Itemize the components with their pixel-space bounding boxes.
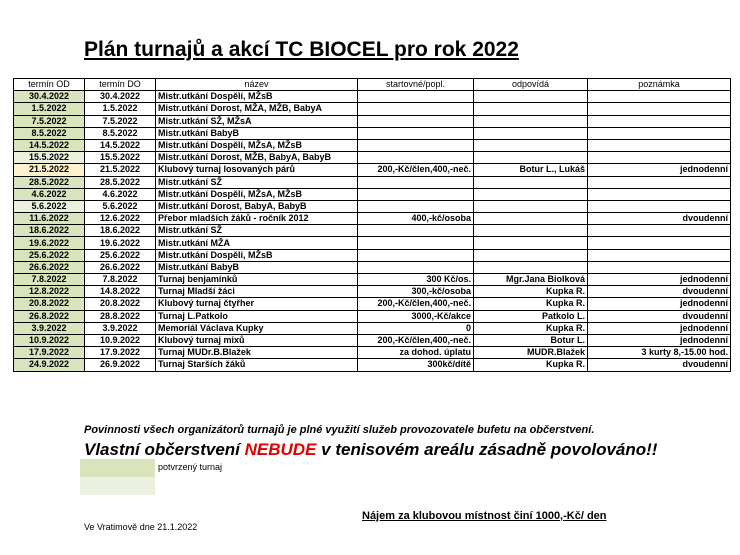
cell-termin-do: 12.6.2022 xyxy=(85,213,156,225)
cell-poznamka xyxy=(588,225,731,237)
cell-termin-do: 15.5.2022 xyxy=(85,152,156,164)
cell-odpovida: Kupka R. xyxy=(474,359,588,371)
cell-termin-do: 25.6.2022 xyxy=(85,249,156,261)
cell-poznamka xyxy=(588,91,731,103)
cell-termin-od: 7.8.2022 xyxy=(14,274,85,286)
cell-termin-od: 18.6.2022 xyxy=(14,225,85,237)
cell-termin-do: 19.6.2022 xyxy=(85,237,156,249)
cell-termin-od: 24.9.2022 xyxy=(14,359,85,371)
table-row xyxy=(14,334,731,346)
cell-termin-od: 7.5.2022 xyxy=(14,115,85,127)
cell-odpovida xyxy=(474,91,588,103)
cell-nazev: Turnaj benjamínků xyxy=(156,274,358,286)
legend-swatch-pale xyxy=(80,477,155,495)
cell-nazev: Mistr.utkání SŽ xyxy=(156,176,358,188)
cell-odpovida xyxy=(474,176,588,188)
cell-startovne xyxy=(358,115,474,127)
cell-termin-do: 28.8.2022 xyxy=(85,310,156,322)
table-row xyxy=(14,237,731,249)
legend-swatch-confirmed xyxy=(80,459,155,477)
cell-nazev: Turnaj MUDr.B.Blažek xyxy=(156,347,358,359)
cell-termin-do: 7.5.2022 xyxy=(85,115,156,127)
cell-termin-od: 28.5.2022 xyxy=(14,176,85,188)
cell-odpovida: Kupka R. xyxy=(474,286,588,298)
cell-nazev: Turnaj Mladší žáci xyxy=(156,286,358,298)
table-row xyxy=(14,164,731,176)
table-row xyxy=(14,188,731,200)
cell-termin-do: 20.8.2022 xyxy=(85,298,156,310)
cell-odpovida: Mgr.Jana Biolková xyxy=(474,274,588,286)
table-row xyxy=(14,91,731,103)
cell-poznamka: 3 kurty 8,-15.00 hod. xyxy=(588,347,731,359)
cell-nazev: Mistr.utkání Dorost, MŽB, BabyA, BabyB xyxy=(156,152,358,164)
cell-nazev: Mistr.utkání BabyB xyxy=(156,127,358,139)
cell-odpovida xyxy=(474,249,588,261)
cell-startovne xyxy=(358,225,474,237)
cell-termin-od: 1.5.2022 xyxy=(14,103,85,115)
table-row xyxy=(14,139,731,151)
cell-poznamka: dvoudenní xyxy=(588,310,731,322)
cell-nazev: Klubový turnaj čtyřher xyxy=(156,298,358,310)
table-row xyxy=(14,359,731,371)
cell-odpovida xyxy=(474,261,588,273)
rent-note: Nájem za klubovou místnost činí 1000,-Kč/ den xyxy=(362,510,607,522)
cell-termin-do: 8.5.2022 xyxy=(85,127,156,139)
col-header-termin-do: termín DO xyxy=(85,79,156,91)
cell-termin-od: 10.9.2022 xyxy=(14,334,85,346)
cell-nazev: Mistr.utkání Dospělí, MŽsB xyxy=(156,91,358,103)
cell-poznamka: jednodenní xyxy=(588,322,731,334)
cell-nazev: Mistr.utkání SŽ xyxy=(156,225,358,237)
cell-odpovida xyxy=(474,237,588,249)
cell-termin-od: 12.8.2022 xyxy=(14,286,85,298)
cell-startovne: 300,-kč/osoba xyxy=(358,286,474,298)
table-row xyxy=(14,347,731,359)
col-header-odpovida: odpovídá xyxy=(474,79,588,91)
cell-startovne xyxy=(358,127,474,139)
cell-termin-do: 10.9.2022 xyxy=(85,334,156,346)
table-body xyxy=(14,91,731,371)
cell-termin-od: 26.6.2022 xyxy=(14,261,85,273)
cell-odpovida xyxy=(474,103,588,115)
cell-nazev: Klubový turnaj mixů xyxy=(156,334,358,346)
cell-nazev: Turnaj Starších žáků xyxy=(156,359,358,371)
cell-poznamka xyxy=(588,261,731,273)
cell-startovne: 0 xyxy=(358,322,474,334)
cell-odpovida: Botur L., Lukáš xyxy=(474,164,588,176)
cell-termin-do: 1.5.2022 xyxy=(85,103,156,115)
table-row xyxy=(14,115,731,127)
cell-startovne xyxy=(358,103,474,115)
cell-odpovida xyxy=(474,115,588,127)
cell-poznamka xyxy=(588,200,731,212)
cell-termin-od: 26.8.2022 xyxy=(14,310,85,322)
cell-poznamka: dvoudenní xyxy=(588,359,731,371)
col-header-nazev: název xyxy=(156,79,358,91)
cell-startovne: 400,-kč/osoba xyxy=(358,213,474,225)
cell-startovne: za dohod. úplatu xyxy=(358,347,474,359)
cell-nazev: Mistr.utkání Dorost, MŽA, MŽB, BabyA xyxy=(156,103,358,115)
cell-termin-od: 17.9.2022 xyxy=(14,347,85,359)
cell-poznamka xyxy=(588,127,731,139)
cell-odpovida: Botur L. xyxy=(474,334,588,346)
cell-termin-od: 21.5.2022 xyxy=(14,164,85,176)
cell-poznamka xyxy=(588,115,731,127)
cell-odpovida xyxy=(474,200,588,212)
cell-termin-do: 28.5.2022 xyxy=(85,176,156,188)
table-row xyxy=(14,322,731,334)
cell-odpovida xyxy=(474,225,588,237)
schedule-table xyxy=(13,78,731,372)
table-row xyxy=(14,103,731,115)
cell-odpovida xyxy=(474,188,588,200)
refreshment-warning xyxy=(84,440,657,460)
cell-termin-od: 19.6.2022 xyxy=(14,237,85,249)
cell-termin-od: 5.6.2022 xyxy=(14,200,85,212)
cell-nazev: Mistr.utkání Dorost, BabyA, BabyB xyxy=(156,200,358,212)
cell-termin-do: 7.8.2022 xyxy=(85,274,156,286)
cell-poznamka: jednodenní xyxy=(588,164,731,176)
cell-termin-od: 25.6.2022 xyxy=(14,249,85,261)
cell-poznamka xyxy=(588,176,731,188)
cell-poznamka xyxy=(588,249,731,261)
cell-termin-od: 3.9.2022 xyxy=(14,322,85,334)
table-row xyxy=(14,152,731,164)
cell-poznamka xyxy=(588,152,731,164)
table-row xyxy=(14,261,731,273)
cell-poznamka xyxy=(588,103,731,115)
cell-startovne xyxy=(358,152,474,164)
cell-startovne xyxy=(358,249,474,261)
cell-termin-do: 14.8.2022 xyxy=(85,286,156,298)
col-header-poznamka: poznámka xyxy=(588,79,731,91)
cell-startovne xyxy=(358,261,474,273)
cell-nazev: Mistr.utkání BabyB xyxy=(156,261,358,273)
cell-termin-do: 30.4.2022 xyxy=(85,91,156,103)
cell-poznamka xyxy=(588,188,731,200)
cell-termin-do: 5.6.2022 xyxy=(85,200,156,212)
cell-nazev: Přebor mladších žáků - ročník 2012 xyxy=(156,213,358,225)
cell-termin-od: 8.5.2022 xyxy=(14,127,85,139)
cell-startovne: 200,-Kč/člen,400,-neč. xyxy=(358,164,474,176)
cell-odpovida: Patkolo L. xyxy=(474,310,588,322)
buffet-note: Povinnosti všech organizátorů turnajů je plné využití služeb provozovatele bufetu na občerstvení. xyxy=(84,424,595,436)
warning-text-b: v tenisovém areálu zásadně povolováno!! xyxy=(316,440,658,459)
cell-startovne xyxy=(358,200,474,212)
cell-nazev: Memoriál Václava Kupky xyxy=(156,322,358,334)
col-header-startovne: startovné/popl. xyxy=(358,79,474,91)
cell-startovne xyxy=(358,237,474,249)
cell-nazev: Mistr.utkání MŽA xyxy=(156,237,358,249)
cell-nazev: Turnaj L.Patkolo xyxy=(156,310,358,322)
cell-poznamka: dvoudenní xyxy=(588,213,731,225)
cell-odpovida xyxy=(474,213,588,225)
page-title: Plán turnajů a akcí TC BIOCEL pro rok 2022 xyxy=(84,38,519,61)
table-row xyxy=(14,274,731,286)
warning-text-red: NEBUDE xyxy=(244,440,317,459)
cell-odpovida: MUDR.Blažek xyxy=(474,347,588,359)
cell-termin-do: 26.9.2022 xyxy=(85,359,156,371)
cell-odpovida: Kupka R. xyxy=(474,298,588,310)
cell-termin-do: 3.9.2022 xyxy=(85,322,156,334)
table-row xyxy=(14,249,731,261)
cell-poznamka xyxy=(588,139,731,151)
cell-startovne: 200,-Kč/člen,400,-neč. xyxy=(358,298,474,310)
cell-poznamka: jednodenní xyxy=(588,334,731,346)
table-row xyxy=(14,298,731,310)
place-date: Ve Vratimově dne 21.1.2022 xyxy=(84,522,198,532)
table-header-row xyxy=(14,79,731,91)
table-row xyxy=(14,176,731,188)
warning-text-a: Vlastní občerstvení xyxy=(84,440,245,459)
cell-termin-od: 11.6.2022 xyxy=(14,213,85,225)
cell-nazev: Mistr.utkání Dospělí, MŽsA, MŽsB xyxy=(156,139,358,151)
cell-startovne: 300kč/dítě xyxy=(358,359,474,371)
cell-startovne: 300 Kč/os. xyxy=(358,274,474,286)
cell-odpovida xyxy=(474,152,588,164)
table-row xyxy=(14,200,731,212)
cell-termin-od: 14.5.2022 xyxy=(14,139,85,151)
cell-termin-do: 18.6.2022 xyxy=(85,225,156,237)
cell-startovne xyxy=(358,139,474,151)
cell-odpovida xyxy=(474,127,588,139)
cell-termin-do: 14.5.2022 xyxy=(85,139,156,151)
cell-termin-do: 21.5.2022 xyxy=(85,164,156,176)
cell-termin-do: 17.9.2022 xyxy=(85,347,156,359)
col-header-termin-od: termín OD xyxy=(14,79,85,91)
cell-startovne xyxy=(358,176,474,188)
cell-nazev: Mistr.utkání Dospělí, MŽsB xyxy=(156,249,358,261)
cell-startovne: 200,-Kč/člen,400,-neč. xyxy=(358,334,474,346)
cell-termin-do: 26.6.2022 xyxy=(85,261,156,273)
cell-odpovida: Kupka R. xyxy=(474,322,588,334)
cell-nazev: Mistr.utkání Dospělí, MŽsA, MŽsB xyxy=(156,188,358,200)
cell-odpovida xyxy=(474,139,588,151)
cell-poznamka xyxy=(588,237,731,249)
cell-termin-od: 30.4.2022 xyxy=(14,91,85,103)
cell-termin-od: 4.6.2022 xyxy=(14,188,85,200)
cell-poznamka: jednodenní xyxy=(588,274,731,286)
cell-startovne: 3000,-Kč/akce xyxy=(358,310,474,322)
cell-termin-od: 15.5.2022 xyxy=(14,152,85,164)
cell-termin-od: 20.8.2022 xyxy=(14,298,85,310)
table-row xyxy=(14,225,731,237)
cell-startovne xyxy=(358,188,474,200)
cell-poznamka: dvoudenní xyxy=(588,286,731,298)
cell-termin-do: 4.6.2022 xyxy=(85,188,156,200)
table-row xyxy=(14,310,731,322)
cell-startovne xyxy=(358,91,474,103)
cell-poznamka: jednodenní xyxy=(588,298,731,310)
legend-label-confirmed: potvrzený turnaj xyxy=(158,462,223,472)
table-row xyxy=(14,286,731,298)
table-row xyxy=(14,127,731,139)
cell-nazev: Klubový turnaj losovaných párů xyxy=(156,164,358,176)
cell-nazev: Mistr.utkání SŽ, MŽsA xyxy=(156,115,358,127)
table-row xyxy=(14,213,731,225)
